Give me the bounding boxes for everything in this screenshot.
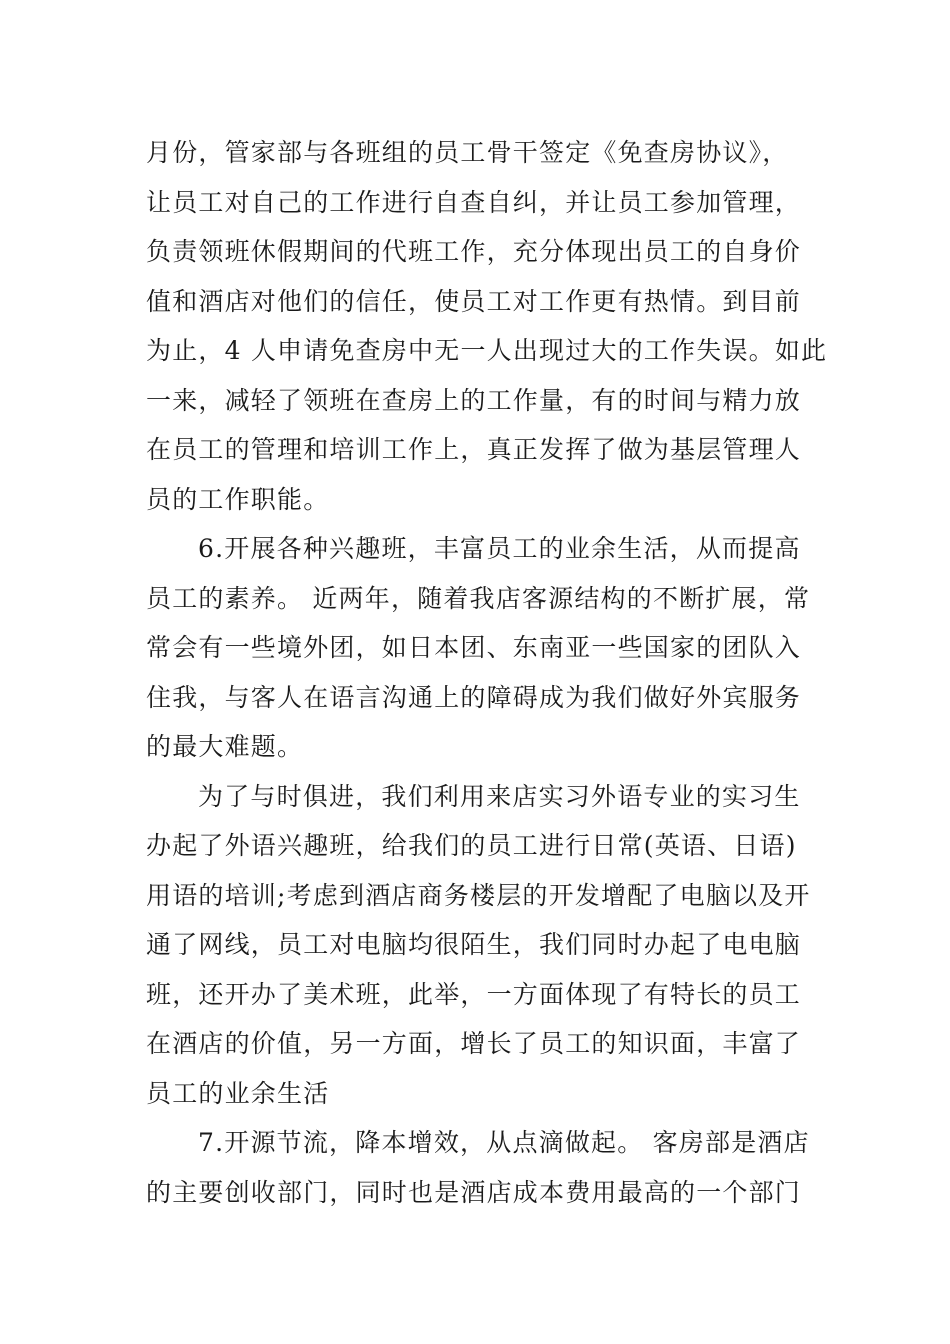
text-line: 7.开源节流，降本增效，从点滴做起。 客房部是酒店	[198, 1128, 810, 1157]
text-line: 住我，与客人在语言沟通上的障碍成为我们做好外宾服务	[146, 682, 802, 712]
text-line: 班，还开办了美术班，此举，一方面体现了有特长的员工	[146, 979, 802, 1009]
text-line: 用语的培训;考虑到酒店商务楼层的开发增配了电脑以及开	[146, 880, 811, 910]
text-line: 一来，减轻了领班在查房上的工作量，有的时间与精力放	[146, 385, 802, 415]
paragraph-cost-saving	[146, 1118, 810, 1217]
text-line: 负责领班休假期间的代班工作，充分体现出员工的自身价	[146, 237, 802, 266]
paragraph-free-inspection	[146, 128, 828, 524]
text-line: 通了网线，员工对电脑均很陌生，我们同时办起了电电脑	[146, 930, 802, 959]
text-line: 在员工的管理和培训工作上，真正发挥了做为基层管理人	[146, 435, 802, 464]
document-body	[146, 128, 828, 1217]
text-line: 员工的业余生活	[146, 1078, 330, 1108]
text-line: 6.开展各种兴趣班，丰富员工的业余生活，从而提高	[198, 534, 801, 563]
text-line: 值和酒店对他们的信任，使员工对工作更有热情。到目前	[146, 286, 802, 316]
text-line: 让员工对自己的工作进行自查自纠，并让员工参加管理，	[146, 187, 802, 217]
text-line: 的最大难题。	[146, 732, 304, 761]
paragraph-interest-classes	[146, 524, 811, 772]
text-line: 月份，管家部与各班组的员工骨干签定《免查房协议》，	[146, 138, 789, 167]
text-line: 为了与时俱进，我们利用来店实习外语专业的实习生	[198, 781, 801, 811]
text-line: 办起了外语兴趣班，给我们的员工进行日常(英语、日语)	[146, 831, 797, 860]
text-line: 常会有一些境外团，如日本团、东南亚一些国家的团队入	[146, 633, 802, 662]
text-line: 的主要创收部门，同时也是酒店成本费用最高的一个部门	[146, 1177, 802, 1207]
text-line: 为止，4 人申请免查房中无一人出现过大的工作失误。如此	[146, 336, 828, 365]
paragraph-language-training	[146, 772, 811, 1119]
text-line: 在酒店的价值，另一方面，增长了员工的知识面，丰富了	[146, 1029, 802, 1058]
text-line: 员工的素养。 近两年，随着我店客源结构的不断扩展，常	[146, 583, 811, 613]
text-line: 员的工作职能。	[146, 484, 330, 514]
